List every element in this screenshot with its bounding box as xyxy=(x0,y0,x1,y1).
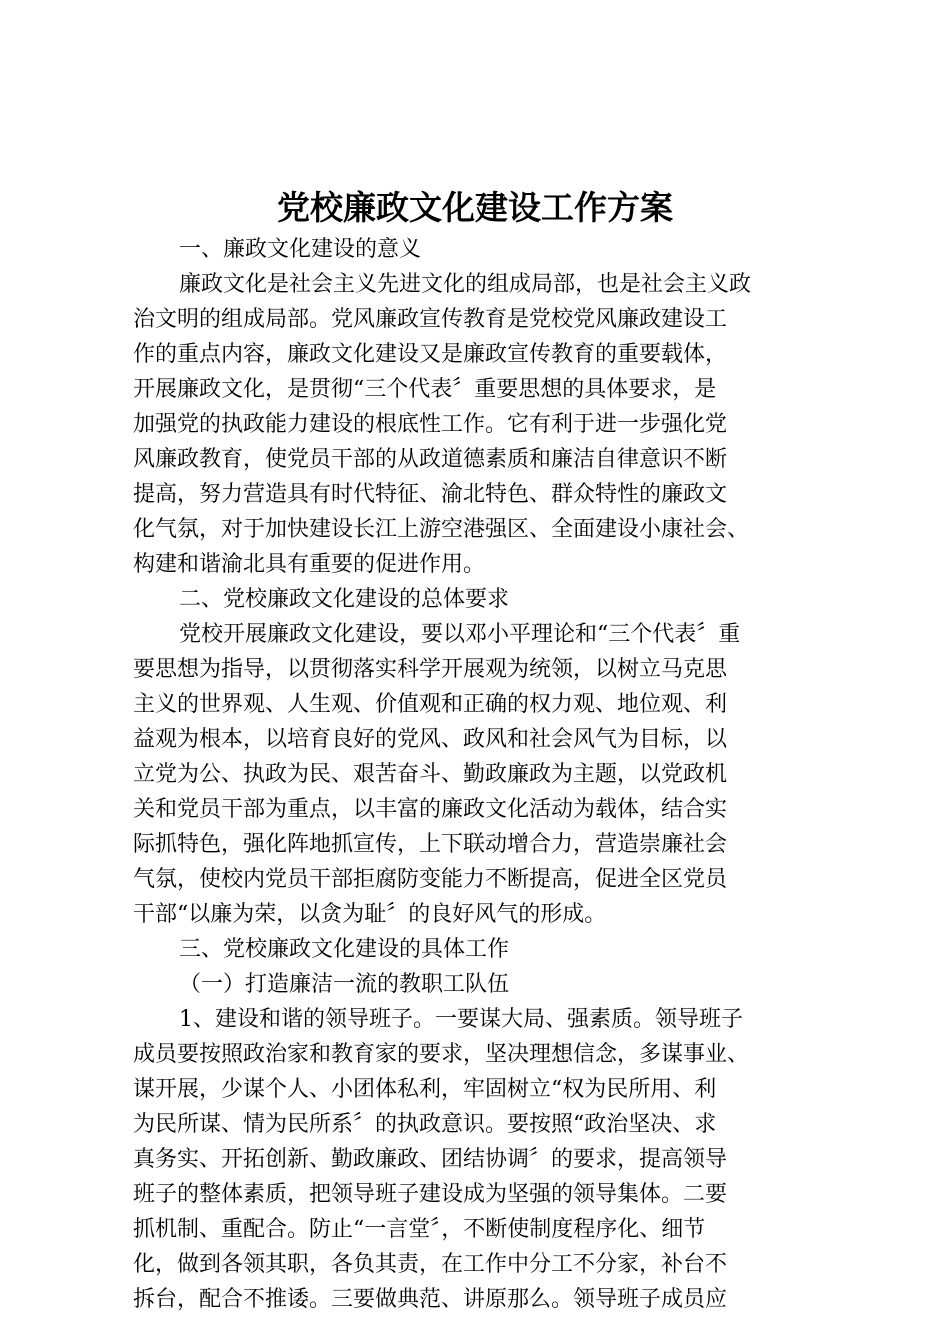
text-line: 提高，努力营造具有时代特征、渝北特色、群众特性的廉政文 xyxy=(133,482,728,507)
text-line: 一、廉政文化建设的意义 xyxy=(179,237,422,262)
text-line: 干部“以廉为荣，以贪为耻〞的良好风气的形成。 xyxy=(133,902,607,927)
text-line: 要思想为指导，以贯彻落实科学开展观为统领，以树立马克思 xyxy=(133,657,728,682)
text-line: 成员要按照政治家和教育家的要求，坚决理想信念，多谋事业、 xyxy=(133,1042,750,1067)
text-line: 三、党校廉政文化建设的具体工作 xyxy=(179,937,510,962)
text-line: 化气氛，对于加快建设长江上游空港强区、全面建设小康社会、 xyxy=(133,517,750,542)
text-line: 气氛，使校内党员干部拒腐防变能力不断提高，促进全区党员 xyxy=(133,867,728,892)
text-line: 廉政文化是社会主义先进文化的组成局部，也是社会主义政 xyxy=(179,272,752,297)
text-line: 谋开展，少谋个人、小团体私利，牢固树立“权为民所用、利 xyxy=(133,1077,717,1102)
text-line: 治文明的组成局部。党风廉政宣传教育是党校党风廉政建设工 xyxy=(133,307,728,332)
text-line: 1、建设和谐的领导班子。一要谋大局、强素质。领导班子 xyxy=(179,1007,743,1032)
text-line: 为民所谋、情为民所系〞的执政意识。要按照“政治坚决、求 xyxy=(133,1112,717,1137)
text-line: 构建和谐渝北具有重要的促进作用。 xyxy=(133,552,486,577)
text-line: 开展廉政文化，是贯彻“三个代表〞重要思想的具体要求，是 xyxy=(133,377,717,402)
text-line: 作的重点内容，廉政文化建设又是廉政宣传教育的重要载体， xyxy=(133,342,728,367)
text-line: 班子的整体素质，把领导班子建设成为坚强的领导集体。二要 xyxy=(133,1182,728,1207)
text-line: 抓机制、重配合。防止“一言堂〞，不断使制度程序化、细节 xyxy=(133,1217,706,1242)
document-body xyxy=(133,232,845,1317)
text-line: 益观为根本，以培育良好的党风、政风和社会风气为目标，以 xyxy=(133,727,728,752)
text-line: 化，做到各领其职，各负其责，在工作中分工不分家，补台不 xyxy=(133,1252,728,1277)
text-line: 立党为公、执政为民、艰苦奋斗、勤政廉政为主题，以党政机 xyxy=(133,762,728,787)
text-line: 拆台，配合不推诿。三要做典范、讲原那么。领导班子成员应 xyxy=(133,1287,728,1312)
text-line: 加强党的执政能力建设的根底性工作。它有利于进一步强化党 xyxy=(133,412,728,437)
text-line: 二、党校廉政文化建设的总体要求 xyxy=(179,587,510,612)
text-line: 真务实、开拓创新、勤政廉政、团结协调〞的要求，提高领导 xyxy=(133,1147,728,1172)
text-line: 主义的世界观、人生观、价值观和正确的权力观、地位观、利 xyxy=(133,692,728,717)
text-line: 际抓特色，强化阵地抓宣传，上下联动增合力，营造崇廉社会 xyxy=(133,832,728,857)
document-title: 党校廉政文化建设工作方案 xyxy=(277,188,673,227)
text-line: 关和党员干部为重点，以丰富的廉政文化活动为载体，结合实 xyxy=(133,797,728,822)
text-line: （一）打造廉洁一流的教职工队伍 xyxy=(179,972,510,997)
text-line: 风廉政教育，使党员干部的从政道德素质和廉洁自律意识不断 xyxy=(133,447,728,472)
text-line: 党校开展廉政文化建设，要以邓小平理论和“三个代表〞重 xyxy=(179,622,741,647)
